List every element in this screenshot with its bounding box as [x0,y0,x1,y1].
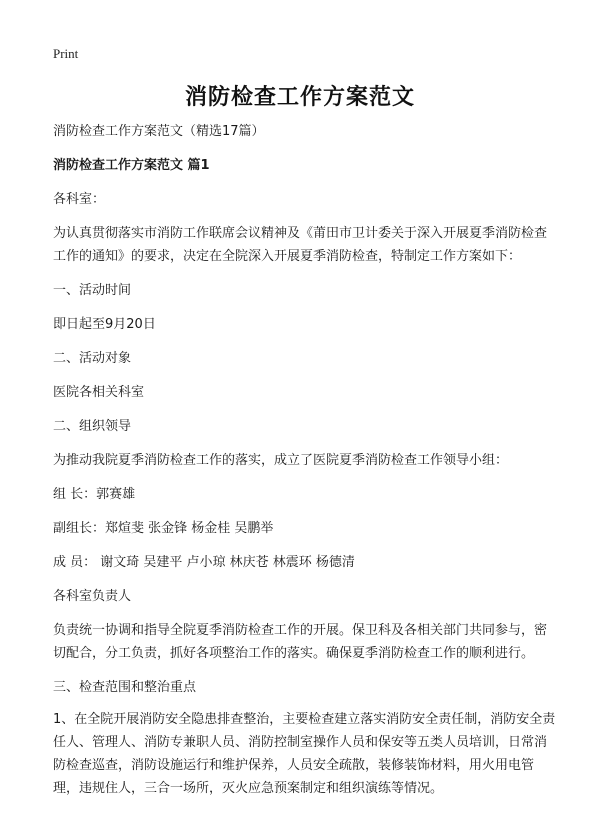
document-body [53,120,558,811]
paragraph-salutation: 各科室： [53,192,106,207]
section-heading: 消防检查工作方案范文 篇1 [53,158,210,173]
team-leader: 组 长：郭赛雄 [53,487,136,502]
heading-activity-time: 一、活动时间 [53,283,132,298]
paragraph-intro: 为认真贯彻落实市消防工作联席会议精神及《莆田市卫计委关于深入开展夏季消防检查工作的通知》的要求，决定在全院深入开展夏季消防检查，特制定工作方案如下： [53,226,548,264]
paragraph-activity-target: 医院各相关科室 [53,385,145,400]
paragraph-activity-time: 即日起至9月20日 [53,317,156,332]
heading-organization: 二、组织领导 [53,419,132,434]
document-title: 消防检查工作方案范文 [184,85,415,110]
document-subtitle: 消防检查工作方案范文（精选17篇） [53,124,265,139]
paragraph-responsibility: 负责统一协调和指导全院夏季消防检查工作的开展。保卫科及各相关部门共同参与，密切配合，分工负责，抓好各项整治工作的落实。确保夏季消防检查工作的顺利进行。 [53,623,548,661]
heading-activity-target: 二、活动对象 [53,351,132,366]
team-members: 成 员： 谢文琦 吴建平 卢小琼 林庆苍 林震环 杨德清 [53,555,355,570]
heading-scope: 三、检查范围和整治重点 [53,680,197,695]
deputy-leaders: 副组长：郑煊斐 张金锋 杨金桂 吴鹏举 [53,521,274,536]
paragraph-organization: 为推动我院夏季消防检查工作的落实，成立了医院夏季消防检查工作领导小组： [53,453,509,468]
paragraph-scope-item-1: 1、在全院开展消防安全隐患排查整治，主要检查建立落实消防安全责任制，消防安全责任人、管理人、消防专兼职人员、消防控制室操作人员和保安等五类人员培训，日常消防检查巡查，消防设施运行和维护保养，人员安全疏散，装修装饰材料，用火用电管理，违规住人，三合一场所，灭火应急预案制定和组织演练等情况。 [53,712,556,796]
print-label: Print [53,46,79,61]
department-heads: 各科室负责人 [53,589,132,604]
